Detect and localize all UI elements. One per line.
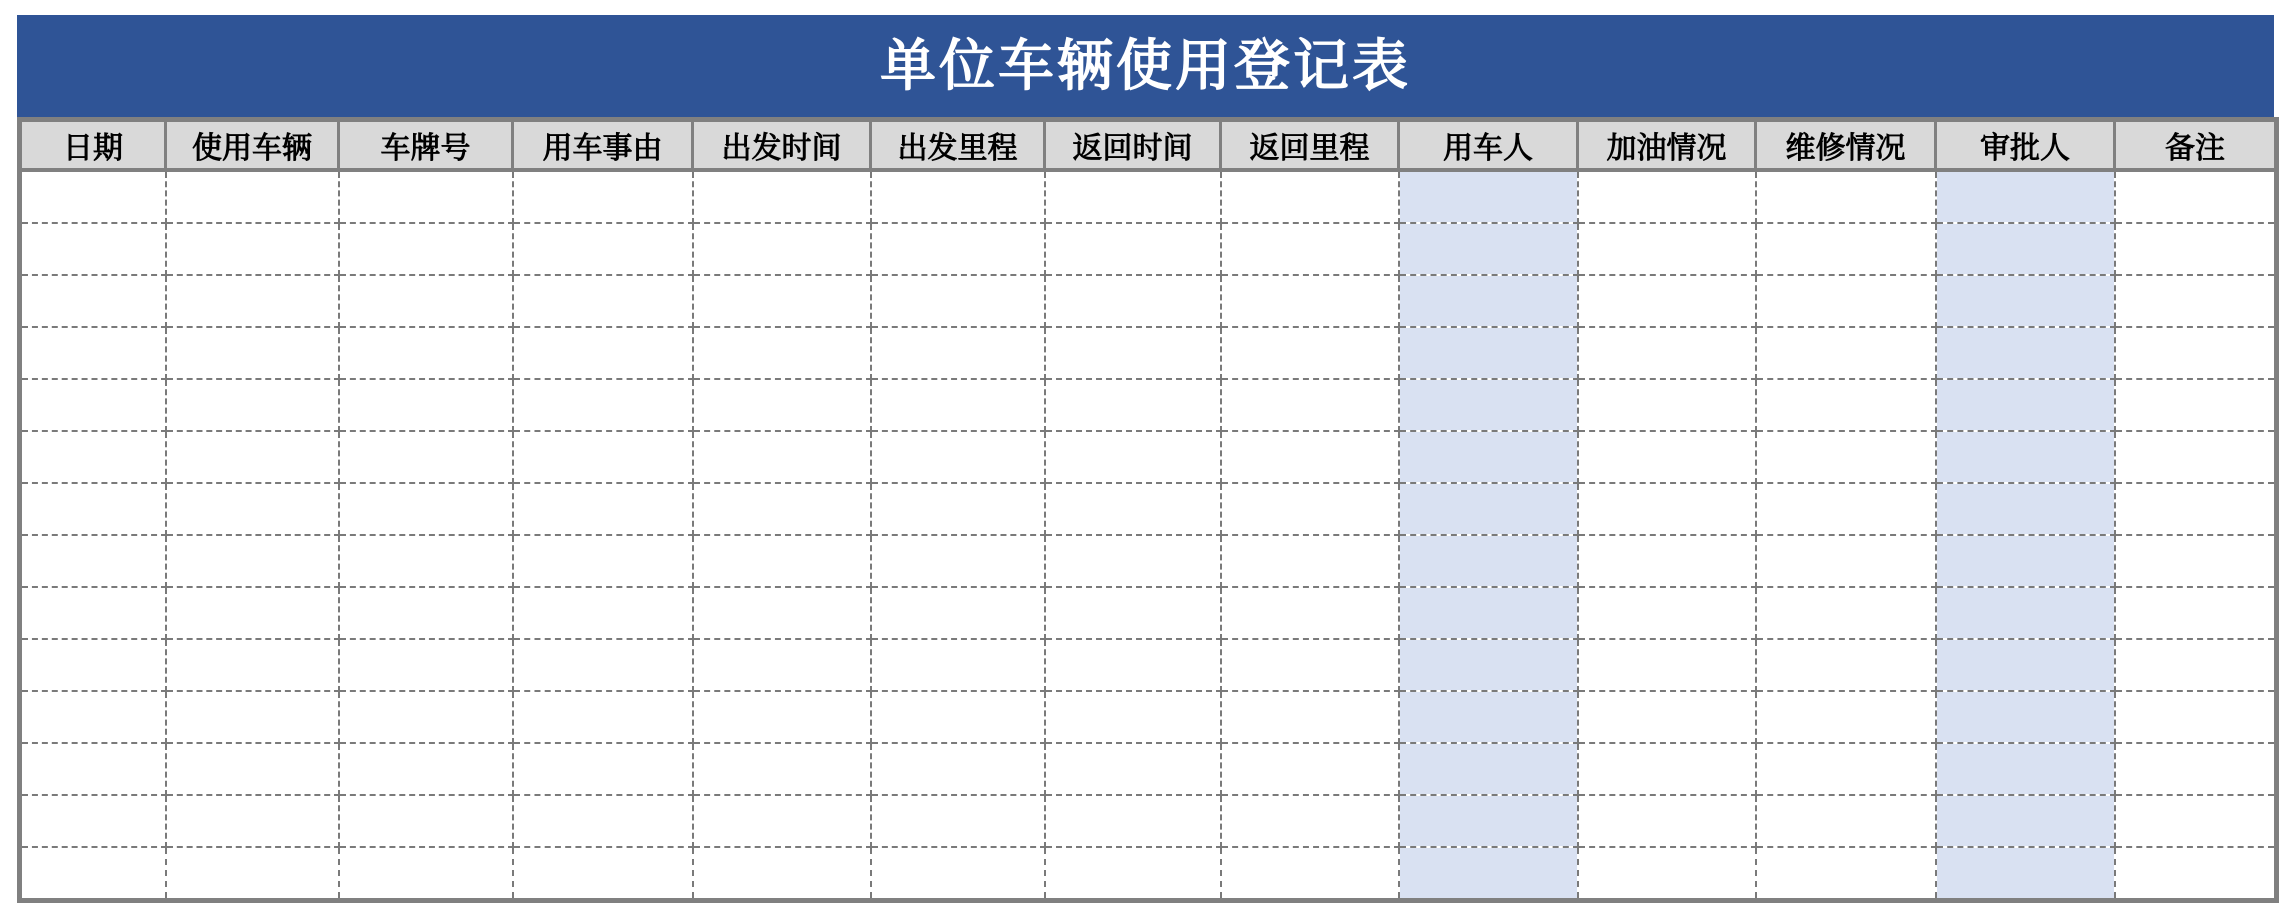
body-cell[interactable] (20, 795, 166, 847)
body-cell[interactable] (339, 795, 513, 847)
body-cell[interactable] (166, 587, 339, 639)
table-row (20, 795, 2277, 847)
body-cell[interactable] (166, 483, 339, 535)
body-cell[interactable] (20, 587, 166, 639)
body-cell[interactable] (1045, 639, 1221, 691)
body-cell[interactable] (871, 483, 1045, 535)
body-cell[interactable] (1221, 431, 1399, 483)
body-cell[interactable] (2115, 327, 2277, 379)
body-cell[interactable] (166, 639, 339, 691)
body-cell[interactable] (1045, 743, 1221, 795)
column-header: 维修情况 (1756, 120, 1936, 171)
body-cell[interactable] (1399, 587, 1578, 639)
body-cell[interactable] (1936, 691, 2115, 743)
body-cell[interactable] (1756, 795, 1936, 847)
body-cell[interactable] (871, 223, 1045, 275)
column-header: 出发里程 (871, 120, 1045, 171)
body-cell[interactable] (1221, 379, 1399, 431)
body-cell[interactable] (2115, 743, 2277, 795)
body-cell[interactable] (1399, 795, 1578, 847)
body-cell[interactable] (339, 535, 513, 587)
column-header: 日期 (20, 120, 166, 171)
body-cell[interactable] (1045, 223, 1221, 275)
body-cell[interactable] (1936, 431, 2115, 483)
body-cell[interactable] (1221, 535, 1399, 587)
page-title: 单位车辆使用登记表 (880, 34, 1411, 97)
body-cell[interactable] (166, 327, 339, 379)
body-cell[interactable] (693, 379, 871, 431)
body-cell[interactable] (1936, 379, 2115, 431)
body-cell[interactable] (513, 275, 693, 327)
body-cell[interactable] (1045, 483, 1221, 535)
body-cell[interactable] (339, 639, 513, 691)
body-cell[interactable] (1045, 379, 1221, 431)
column-header: 车牌号 (339, 120, 513, 171)
body-cell[interactable] (1399, 639, 1578, 691)
body-cell[interactable] (20, 743, 166, 795)
body-cell[interactable] (1578, 223, 1756, 275)
body-cell[interactable] (1045, 691, 1221, 743)
body-cell[interactable] (20, 483, 166, 535)
body-cell[interactable] (20, 223, 166, 275)
body-cell[interactable] (166, 691, 339, 743)
body-cell[interactable] (1578, 847, 1756, 901)
body-cell[interactable] (693, 170, 871, 223)
body-cell[interactable] (166, 223, 339, 275)
body-cell[interactable] (20, 691, 166, 743)
body-cell[interactable] (513, 379, 693, 431)
table-row (20, 483, 2277, 535)
body-cell[interactable] (1578, 483, 1756, 535)
body-cell[interactable] (1756, 170, 1936, 223)
body-cell[interactable] (2115, 639, 2277, 691)
body-cell[interactable] (693, 223, 871, 275)
body-cell[interactable] (693, 639, 871, 691)
body-cell[interactable] (1221, 327, 1399, 379)
body-cell[interactable] (2115, 170, 2277, 223)
body-cell[interactable] (1756, 223, 1936, 275)
body-cell[interactable] (1756, 847, 1936, 901)
body-cell[interactable] (1221, 691, 1399, 743)
body-cell[interactable] (339, 847, 513, 901)
body-cell[interactable] (1045, 170, 1221, 223)
body-cell[interactable] (1399, 379, 1578, 431)
body-cell[interactable] (2115, 587, 2277, 639)
body-cell[interactable] (1045, 327, 1221, 379)
body-cell[interactable] (1045, 795, 1221, 847)
body-cell[interactable] (693, 431, 871, 483)
body-cell[interactable] (1578, 379, 1756, 431)
title-banner (17, 15, 2274, 117)
table-row (20, 170, 2277, 223)
body-cell[interactable] (2115, 379, 2277, 431)
table-row (20, 275, 2277, 327)
body-cell[interactable] (1756, 743, 1936, 795)
body-cell[interactable] (1045, 535, 1221, 587)
body-cell[interactable] (1756, 379, 1936, 431)
body-cell[interactable] (339, 379, 513, 431)
body-cell[interactable] (871, 535, 1045, 587)
body-cell[interactable] (166, 743, 339, 795)
body-cell[interactable] (339, 170, 513, 223)
body-cell[interactable] (513, 691, 693, 743)
body-cell[interactable] (1578, 691, 1756, 743)
body-cell[interactable] (20, 431, 166, 483)
body-cell[interactable] (1578, 795, 1756, 847)
body-cell[interactable] (1578, 639, 1756, 691)
body-cell[interactable] (1399, 223, 1578, 275)
body-cell[interactable] (1221, 483, 1399, 535)
body-cell[interactable] (1936, 327, 2115, 379)
body-cell[interactable] (871, 795, 1045, 847)
body-cell[interactable] (1936, 170, 2115, 223)
body-cell[interactable] (1936, 483, 2115, 535)
body-cell[interactable] (2115, 223, 2277, 275)
body-cell[interactable] (871, 327, 1045, 379)
body-cell[interactable] (1045, 431, 1221, 483)
body-cell[interactable] (1936, 223, 2115, 275)
body-cell[interactable] (871, 275, 1045, 327)
table-row (20, 535, 2277, 587)
body-cell[interactable] (513, 483, 693, 535)
body-cell[interactable] (1221, 639, 1399, 691)
body-cell[interactable] (339, 743, 513, 795)
body-cell[interactable] (166, 535, 339, 587)
body-cell[interactable] (1936, 795, 2115, 847)
table-row (20, 743, 2277, 795)
column-header: 审批人 (1936, 120, 2115, 171)
body-cell[interactable] (871, 639, 1045, 691)
table-row (20, 327, 2277, 379)
body-cell[interactable] (1936, 639, 2115, 691)
body-cell[interactable] (339, 327, 513, 379)
body-cell[interactable] (1399, 431, 1578, 483)
body-cell[interactable] (693, 275, 871, 327)
body-cell[interactable] (513, 327, 693, 379)
body-cell[interactable] (339, 691, 513, 743)
body-cell[interactable] (2115, 795, 2277, 847)
body-cell[interactable] (339, 431, 513, 483)
body-cell[interactable] (1221, 275, 1399, 327)
body-cell[interactable] (20, 379, 166, 431)
body-cell[interactable] (1399, 535, 1578, 587)
body-cell[interactable] (1399, 170, 1578, 223)
table-row (20, 639, 2277, 691)
body-cell[interactable] (513, 587, 693, 639)
body-cell[interactable] (1045, 275, 1221, 327)
table-body (20, 170, 2277, 901)
body-cell[interactable] (20, 170, 166, 223)
body-cell[interactable] (513, 170, 693, 223)
column-header: 使用车辆 (166, 120, 339, 171)
body-cell[interactable] (1221, 795, 1399, 847)
body-cell[interactable] (693, 587, 871, 639)
body-cell[interactable] (513, 743, 693, 795)
body-cell[interactable] (339, 275, 513, 327)
body-cell[interactable] (166, 795, 339, 847)
body-cell[interactable] (1578, 170, 1756, 223)
vehicle-register-sheet (17, 15, 2274, 903)
body-cell[interactable] (20, 535, 166, 587)
body-cell[interactable] (1221, 743, 1399, 795)
body-cell[interactable] (513, 847, 693, 901)
body-cell[interactable] (513, 223, 693, 275)
body-cell[interactable] (1399, 743, 1578, 795)
body-cell[interactable] (20, 327, 166, 379)
body-cell[interactable] (513, 639, 693, 691)
body-cell[interactable] (871, 587, 1045, 639)
body-cell[interactable] (871, 431, 1045, 483)
body-cell[interactable] (1221, 587, 1399, 639)
body-cell[interactable] (2115, 275, 2277, 327)
column-header: 用车事由 (513, 120, 693, 171)
body-cell[interactable] (871, 379, 1045, 431)
body-cell[interactable] (20, 847, 166, 901)
table-row (20, 847, 2277, 901)
table-row (20, 223, 2277, 275)
body-cell[interactable] (339, 223, 513, 275)
vehicle-usage-table (17, 117, 2279, 903)
body-cell[interactable] (513, 795, 693, 847)
body-cell[interactable] (1936, 587, 2115, 639)
body-cell[interactable] (1399, 691, 1578, 743)
body-cell[interactable] (1756, 535, 1936, 587)
body-cell[interactable] (1756, 327, 1936, 379)
body-cell[interactable] (1221, 847, 1399, 901)
body-cell[interactable] (1221, 223, 1399, 275)
body-cell[interactable] (1399, 483, 1578, 535)
body-cell[interactable] (513, 535, 693, 587)
body-cell[interactable] (20, 275, 166, 327)
body-cell[interactable] (1045, 847, 1221, 901)
body-cell[interactable] (693, 847, 871, 901)
body-cell[interactable] (1936, 847, 2115, 901)
column-header: 返回里程 (1221, 120, 1399, 171)
body-cell[interactable] (166, 847, 339, 901)
column-header: 用车人 (1399, 120, 1578, 171)
table-row (20, 587, 2277, 639)
table-row (20, 379, 2277, 431)
body-cell[interactable] (1756, 691, 1936, 743)
body-cell[interactable] (2115, 691, 2277, 743)
column-header: 出发时间 (693, 120, 871, 171)
body-cell[interactable] (339, 587, 513, 639)
body-cell[interactable] (693, 327, 871, 379)
table-row (20, 431, 2277, 483)
column-header: 返回时间 (1045, 120, 1221, 171)
body-cell[interactable] (871, 170, 1045, 223)
body-cell[interactable] (2115, 483, 2277, 535)
body-cell[interactable] (339, 483, 513, 535)
body-cell[interactable] (2115, 847, 2277, 901)
body-cell[interactable] (693, 743, 871, 795)
body-cell[interactable] (1578, 587, 1756, 639)
body-cell[interactable] (1578, 327, 1756, 379)
body-cell[interactable] (871, 691, 1045, 743)
body-cell[interactable] (513, 431, 693, 483)
body-cell[interactable] (1578, 275, 1756, 327)
body-cell[interactable] (871, 743, 1045, 795)
body-cell[interactable] (1578, 535, 1756, 587)
body-cell[interactable] (1756, 587, 1936, 639)
body-cell[interactable] (1399, 847, 1578, 901)
body-cell[interactable] (693, 483, 871, 535)
body-cell[interactable] (1936, 743, 2115, 795)
body-cell[interactable] (1578, 743, 1756, 795)
body-cell[interactable] (1756, 483, 1936, 535)
body-cell[interactable] (20, 639, 166, 691)
column-header: 加油情况 (1578, 120, 1756, 171)
table-row (20, 691, 2277, 743)
body-cell[interactable] (166, 431, 339, 483)
body-cell[interactable] (166, 379, 339, 431)
body-cell[interactable] (2115, 535, 2277, 587)
body-cell[interactable] (1578, 431, 1756, 483)
header-row (20, 120, 2277, 171)
body-cell[interactable] (1936, 275, 2115, 327)
body-cell[interactable] (1221, 170, 1399, 223)
column-header: 备注 (2115, 120, 2277, 171)
body-cell[interactable] (693, 691, 871, 743)
body-cell[interactable] (1045, 587, 1221, 639)
body-cell[interactable] (166, 170, 339, 223)
body-cell[interactable] (1936, 535, 2115, 587)
body-cell[interactable] (693, 535, 871, 587)
body-cell[interactable] (693, 795, 871, 847)
body-cell[interactable] (1756, 431, 1936, 483)
body-cell[interactable] (1399, 327, 1578, 379)
body-cell[interactable] (871, 847, 1045, 901)
body-cell[interactable] (1756, 639, 1936, 691)
body-cell[interactable] (166, 275, 339, 327)
body-cell[interactable] (2115, 431, 2277, 483)
body-cell[interactable] (1399, 275, 1578, 327)
body-cell[interactable] (1756, 275, 1936, 327)
